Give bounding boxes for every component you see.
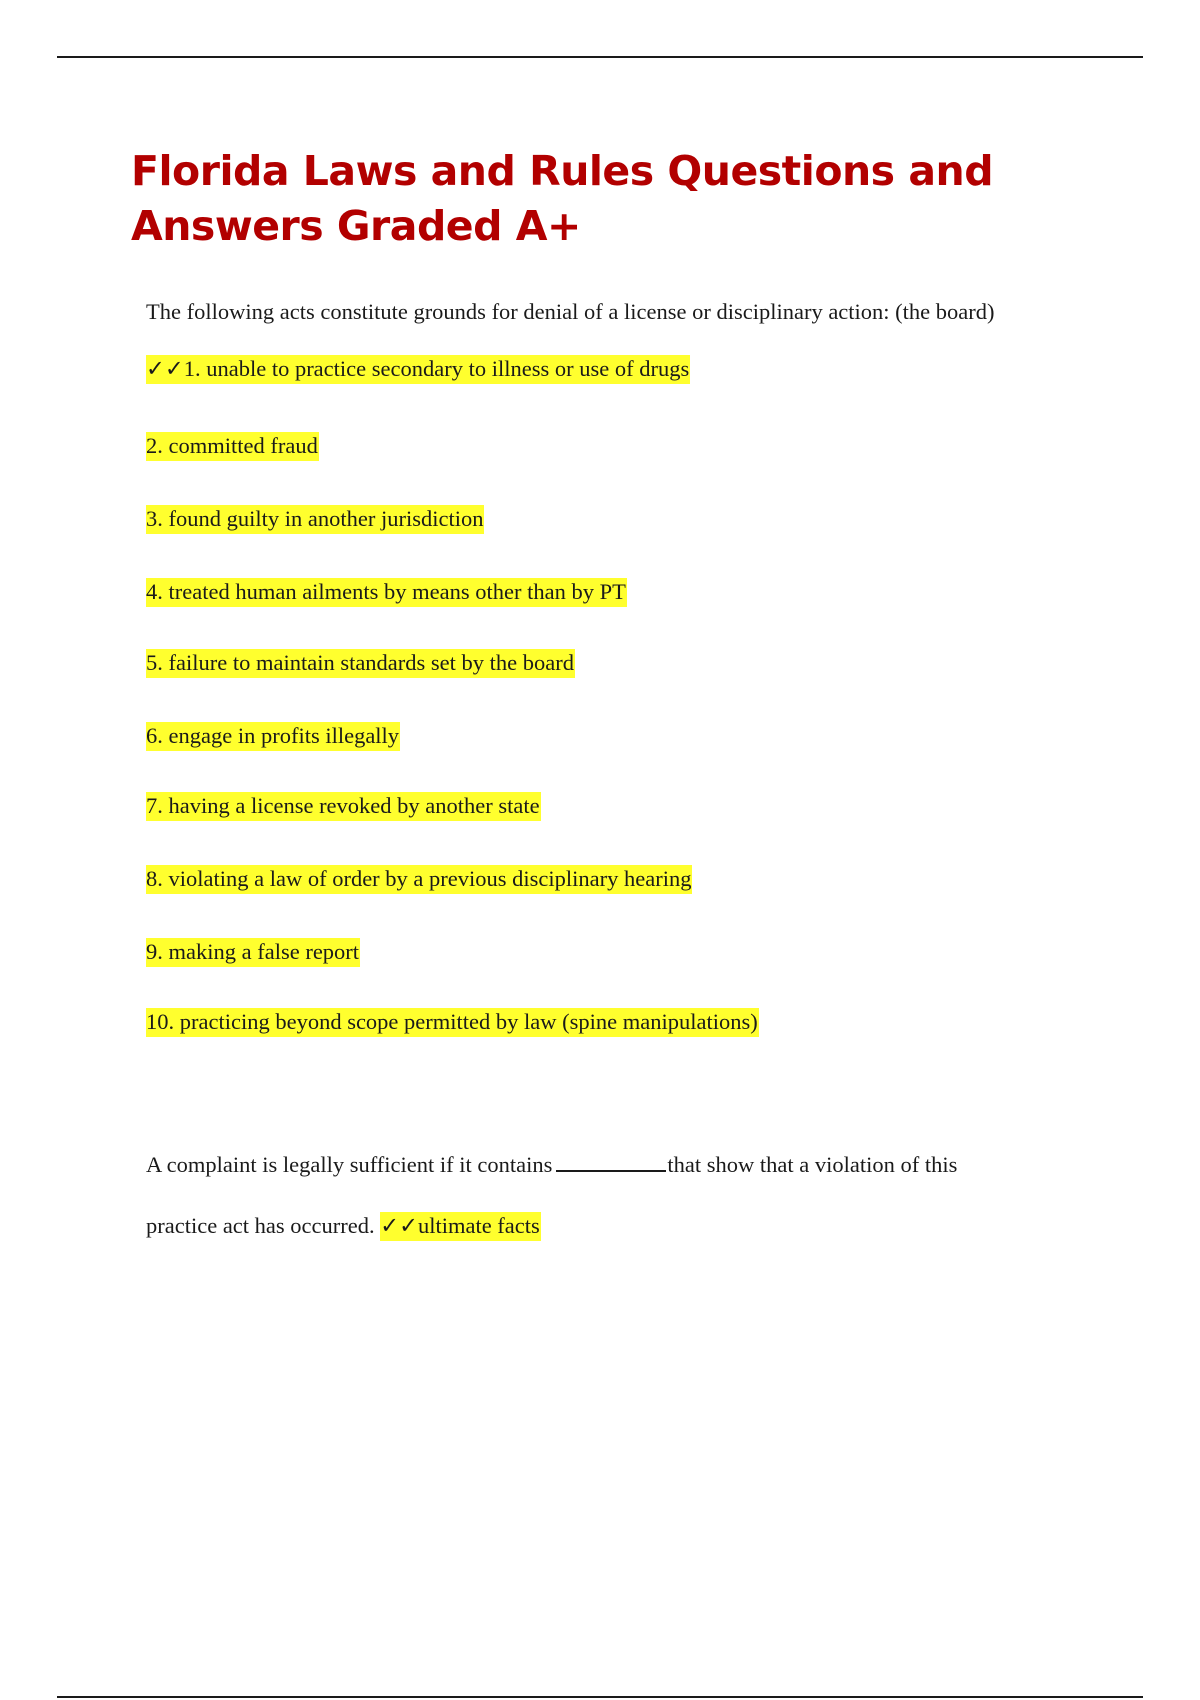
answer-item: 9. making a false report (146, 936, 360, 968)
question-1-prompt: The following acts constitute grounds for denial of a license or disciplinary action: (the board) (146, 299, 995, 324)
checkmark-icon: ✓✓ (380, 1213, 418, 1238)
checkmark-icon: ✓✓ (146, 356, 184, 381)
answer-item: 8. violating a law of order by a previous disciplinary hearing (146, 863, 692, 895)
question-2-prompt-line1: A complaint is legally sufficient if it contains that show that a violation of this (146, 1152, 958, 1177)
document-title: Florida Laws and Rules Questions and Answers Graded A+ (131, 147, 994, 250)
fill-in-blank (556, 1150, 666, 1172)
answer-item: 2. committed fraud (146, 430, 319, 462)
answer-item: ✓✓1. unable to practice secondary to illness or use of drugs (146, 353, 690, 385)
footer-rule (57, 1696, 1143, 1698)
question-2-answer: ✓✓ultimate facts (380, 1212, 541, 1241)
answer-item: 4. treated human ailments by means other than by PT (146, 576, 627, 608)
header-rule (57, 56, 1143, 58)
answer-item: 10. practicing beyond scope permitted by law (spine manipulations) (146, 1006, 759, 1038)
answer-item: 3. found guilty in another jurisdiction (146, 503, 484, 535)
question-2-prompt-line2: practice act has occurred. ✓✓ultimate facts (146, 1208, 541, 1244)
answer-item: 5. failure to maintain standards set by the board (146, 647, 575, 679)
answer-item: 7. having a license revoked by another state (146, 790, 541, 822)
answer-item: 6. engage in profits illegally (146, 720, 400, 752)
